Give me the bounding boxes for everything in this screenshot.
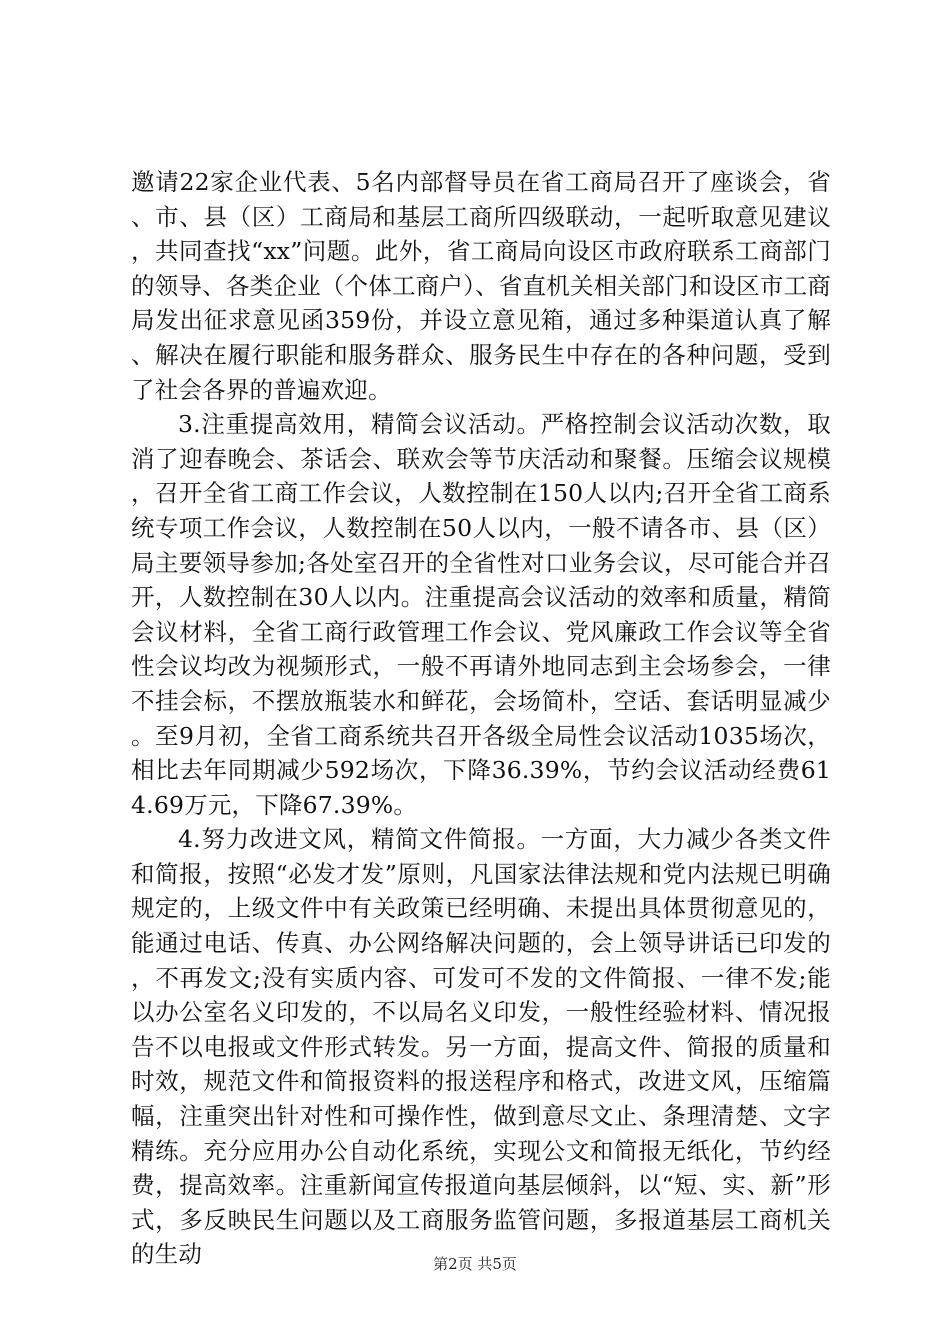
paragraph-continuation: 邀请22家企业代表、5名内部督导员在省工商局召开了座谈会，省、市、县（区）工商局和基层工商所四级联动，一起听取意见建议，共同查找“xx”问题。此外，省工商局向设区市政府联系工商部门的领导、各类企业（个体工商户）、省直机关相关部门和设区市工商局发出征求意见函359份，并设立意见箱，通过多种渠道认真了解、解决在履行职能和服务群众、服务民生中存在的各种问题，受到了社会各界的普遍欢迎。 bbox=[131, 168, 831, 404]
paragraph-documents: 4.努力改进文风，精简文件简报。一方面，大力减少各类文件和简报，按照“必发才发”原则，凡国家法律法规和党内法规已明确规定的，上级文件中有关政策已经明确、未提出具体贯彻意见的，能通过电话、传真、办公网络解决问题的，会上领导讲话已印发的，不再发文;没有实质内容、可发可不发的文件简报、一律不发;能以办公室名义印发的，不以局名义印发，一般性经验材料、情况报告不以电报或文件形式转发。另一方面，提高文件、简报的质量和时效，规范文件和简报资料的报送程序和格式，改进文风，压缩篇幅，注重突出针对性和可操作性，做到意尽文止、条理清楚、文字精练。充分应用办公自动化系统，实现公文和简报无纸化，节约经费，提高效率。注重新闻宣传报道向基层倾斜，以“短、实、新”形式，多反映民生问题以及工商服务监管问题，多报道基层工商机关的生动 bbox=[131, 825, 831, 1269]
page-footer: 第2页 共5页 bbox=[433, 1255, 517, 1273]
document-body bbox=[131, 165, 831, 1272]
paragraph-meetings: 3.注重提高效用，精简会议活动。严格控制会议活动次数，取消了迎春晚会、茶话会、联欢会等节庆活动和聚餐。压缩会议规模，召开全省工商工作会议，人数控制在150人以内;召开全省工商系统专项工作会议，人数控制在50人以内，一般不请各市、县（区）局主要领导参加;各处室召开的全省性对口业务会议，尽可能合并召开，人数控制在30人以内。注重提高会议活动的效率和质量，精简会议材料，全省工商行政管理工作会议、党风廉政工作会议等全省性会议均改为视频形式，一般不再请外地同志到主会场参会，一律不挂会标，不摆放瓶装水和鲜花，会场简朴，空话、套话明显减少。至9月初，全省工商系统共召开各级全局性会议活动1035场次，相比去年同期减少592场次，下降36.39%，节约会议活动经费614.69万元，下降67.39%。 bbox=[131, 410, 831, 819]
